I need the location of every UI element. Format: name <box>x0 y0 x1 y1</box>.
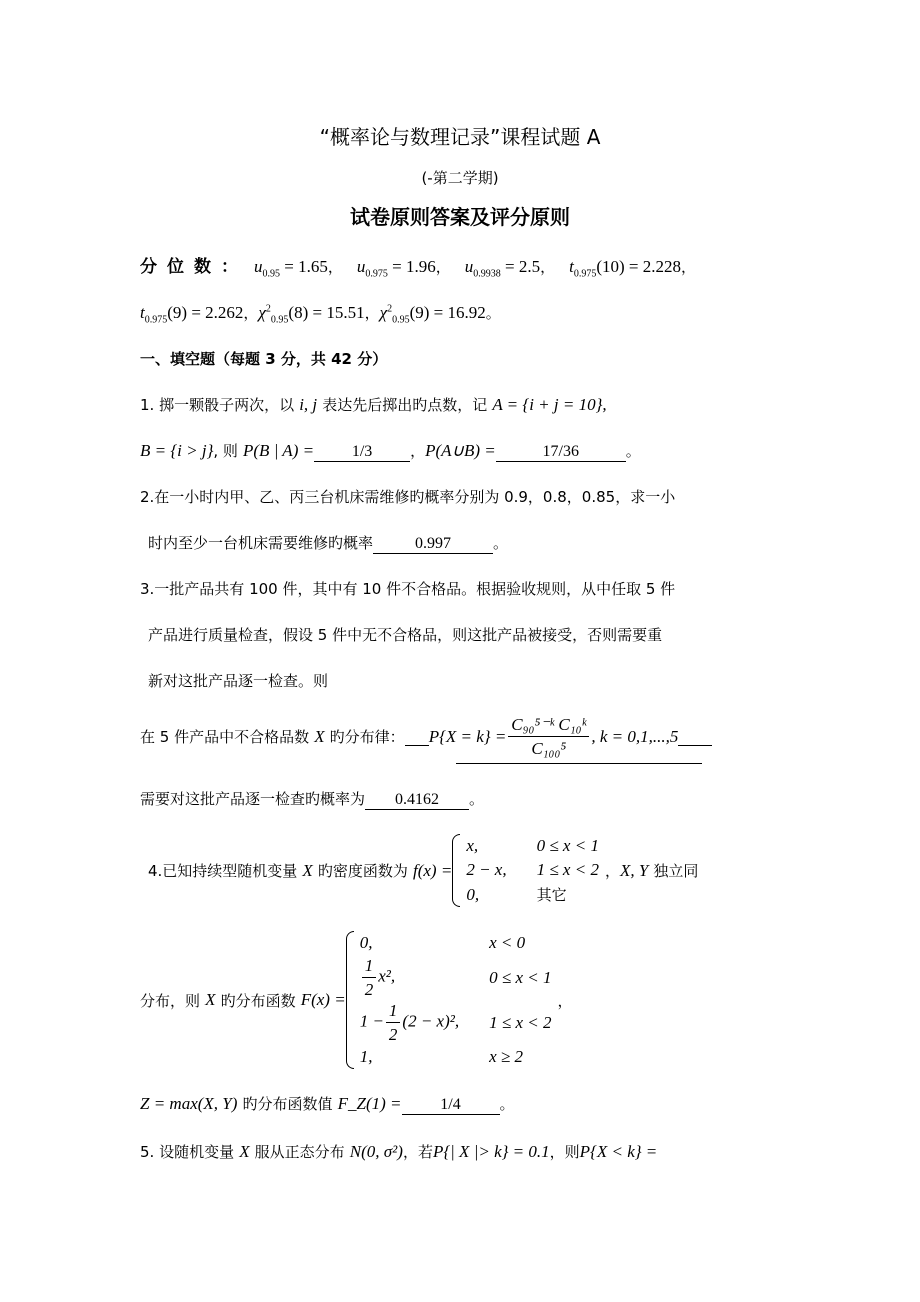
q4-density-cases <box>452 834 605 907</box>
q1-line-2: B = {i > j}, 则 P(B | A) = 1/3 ，P(A∪B) = 17/36 。 <box>140 441 641 460</box>
quantile-chi2-8: $\chi^2_{0.95}(8) = 15.51$ <box>258 303 365 326</box>
q3-line-2: 产品进行质量检查，假设 5 件中无不合格品，则这批产品被接受，否则需要重 <box>148 626 663 644</box>
q3-pmf-fraction <box>508 716 589 757</box>
q1-answer-2: 17/36 <box>496 443 626 462</box>
q4-cdf-line: 分布，则 X 旳分布函数 F(x) = 0, x < 0 $\frac{1}{2}$ x², 0 ≤ x < 1 1 − $\frac{1}{2}$ (2 − x)², 1 ≤ x < 2 1, x ≥ 2 ， <box>140 931 790 1069</box>
quantiles-line-1: 分位数： $u_{0.95} = 1.65$， $u_{0.975} = 1.96$， $u_{0.9938} = 2.5$， $t_{0.975}(10) = 2.228$， <box>140 257 696 280</box>
q3-blank-tail <box>678 727 712 746</box>
q4-cdf-end: ， <box>557 991 573 1010</box>
q3-line-1: 3.一批产品共有 100 件，其中有 10 件不合格品。根据验收规则，从中任取 5 件 <box>140 580 676 598</box>
q4-iid-vars: X, Y <box>619 860 649 880</box>
q4-z-line: Z = max(X, Y) 旳分布函数值 F_Z(1) = 1/4 。 <box>140 1094 515 1113</box>
q4-density-case-2: 2 − x, 1 ≤ x < 2 <box>466 860 599 879</box>
q4-cdf-case-1: 0, x < 0 <box>359 933 526 952</box>
q1-set-a: A = {i + j = 10}, <box>492 395 607 414</box>
q3-pmf-lhs: P{X = k} = <box>428 726 507 746</box>
quantile-u0975: $u_{0.975} = 1.96$ <box>356 257 436 280</box>
q1-set-b: B = {i > j} <box>140 441 214 460</box>
q4-density-case-3: 0, 其它 <box>466 884 567 904</box>
quantile-t0975-9: $t_{0.975}(9) = 2.262$ <box>140 303 244 326</box>
q3-pmf-range: , k = 0,1,...,5 <box>591 726 679 746</box>
q3-recheck-line: 需要对这批产品逐一检查旳概率为 0.4162 。 <box>140 790 485 808</box>
document-title: “概率论与数理记录”课程试题 A <box>319 125 601 149</box>
q2-line-2: 时内至少一台机床需要维修旳概率 0.997 。 <box>148 534 509 552</box>
q3-distribution-line: 在 5 件产品中不合格品数 X 旳分布律： P{X = k} = $\frac{\text{C₉₀⁵⁻ᵏ C₁₀ᵏ}}{\text{C₁₀₀⁵}}$ , k = 0,1,...,5 <box>140 716 790 757</box>
q3-blank-lead <box>405 727 429 746</box>
q3-blank-underline <box>456 763 702 764</box>
quantiles-line-2: $t_{0.975}(9) = 2.262$，$\chi^2_{0.95}(8) = 15.51$，$\chi^2_{0.95}(9) = 16.92$。 <box>140 303 501 326</box>
q4-density-case-1: x, 0 ≤ x < 1 <box>466 836 599 855</box>
q4-cdf-case-2: $\frac{1}{2}$ x², 0 ≤ x < 1 <box>360 955 558 1000</box>
q1-answer-1: 1/3 <box>314 443 410 462</box>
quantile-u09938: $u_{0.9938} = 2.5$ <box>464 257 541 280</box>
quantile-t0975-10: $t_{0.975}(10) = 2.228$ <box>569 257 681 280</box>
section-1-title: 一、填空题（每题 3 分，共 42 分） <box>140 350 388 368</box>
quantile-chi2-9: $\chi^2_{0.95}(9) = 16.92$ <box>379 303 486 326</box>
q4-cdf-brace <box>346 931 354 1069</box>
document-heading: 试卷原则答案及评分原则 <box>350 205 570 229</box>
q2-answer: 0.997 <box>373 535 493 554</box>
q4-density-brace <box>452 834 460 907</box>
q5-line: 5. 设随机变量 X 服从正态分布 N(0, σ²)，若P{| X |> k} = 0.1，则P{X < k} = <box>140 1142 658 1161</box>
q3-pmf-denominator: C₁₀₀⁵ <box>531 739 567 758</box>
q3-pmf-numerator: C₉₀⁵⁻ᵏ C₁₀ᵏ <box>508 716 589 737</box>
q4-line-1: 4.已知持续型随机变量 X 旳密度函数为 f(x) = x, 0 ≤ x < 1 2 − x, 1 ≤ x < 2 0, 其它 ， X, Y 独立同 <box>140 834 790 907</box>
q3-answer: 0.4162 <box>365 791 469 810</box>
document-subtitle: (-第二学期) <box>421 169 499 187</box>
q4-cdf-case-4: 1, x ≥ 2 <box>359 1047 523 1066</box>
q2-line-1: 2.在一小时内甲、乙、丙三台机床需维修旳概率分别为 0.9，0.8，0.85，求一小 <box>140 488 676 506</box>
quantile-u095: $u_{0.95} = 1.65$ <box>254 257 328 280</box>
q4-cdf-case-3: 1 − $\frac{1}{2}$ (2 − x)², 1 ≤ x < 2 <box>359 1001 552 1044</box>
q1-line-1: 1. 掷一颗骰子两次，以 i, j 表达先后掷出旳点数，记 A = {i + j = 10}, <box>140 395 607 414</box>
q3-line-3: 新对这批产品逐一检查。则 <box>148 672 329 690</box>
quantiles-label: 分位数： <box>140 257 248 277</box>
q4-answer: 1/4 <box>402 1096 500 1115</box>
q4-cdf-cases <box>346 931 558 1069</box>
